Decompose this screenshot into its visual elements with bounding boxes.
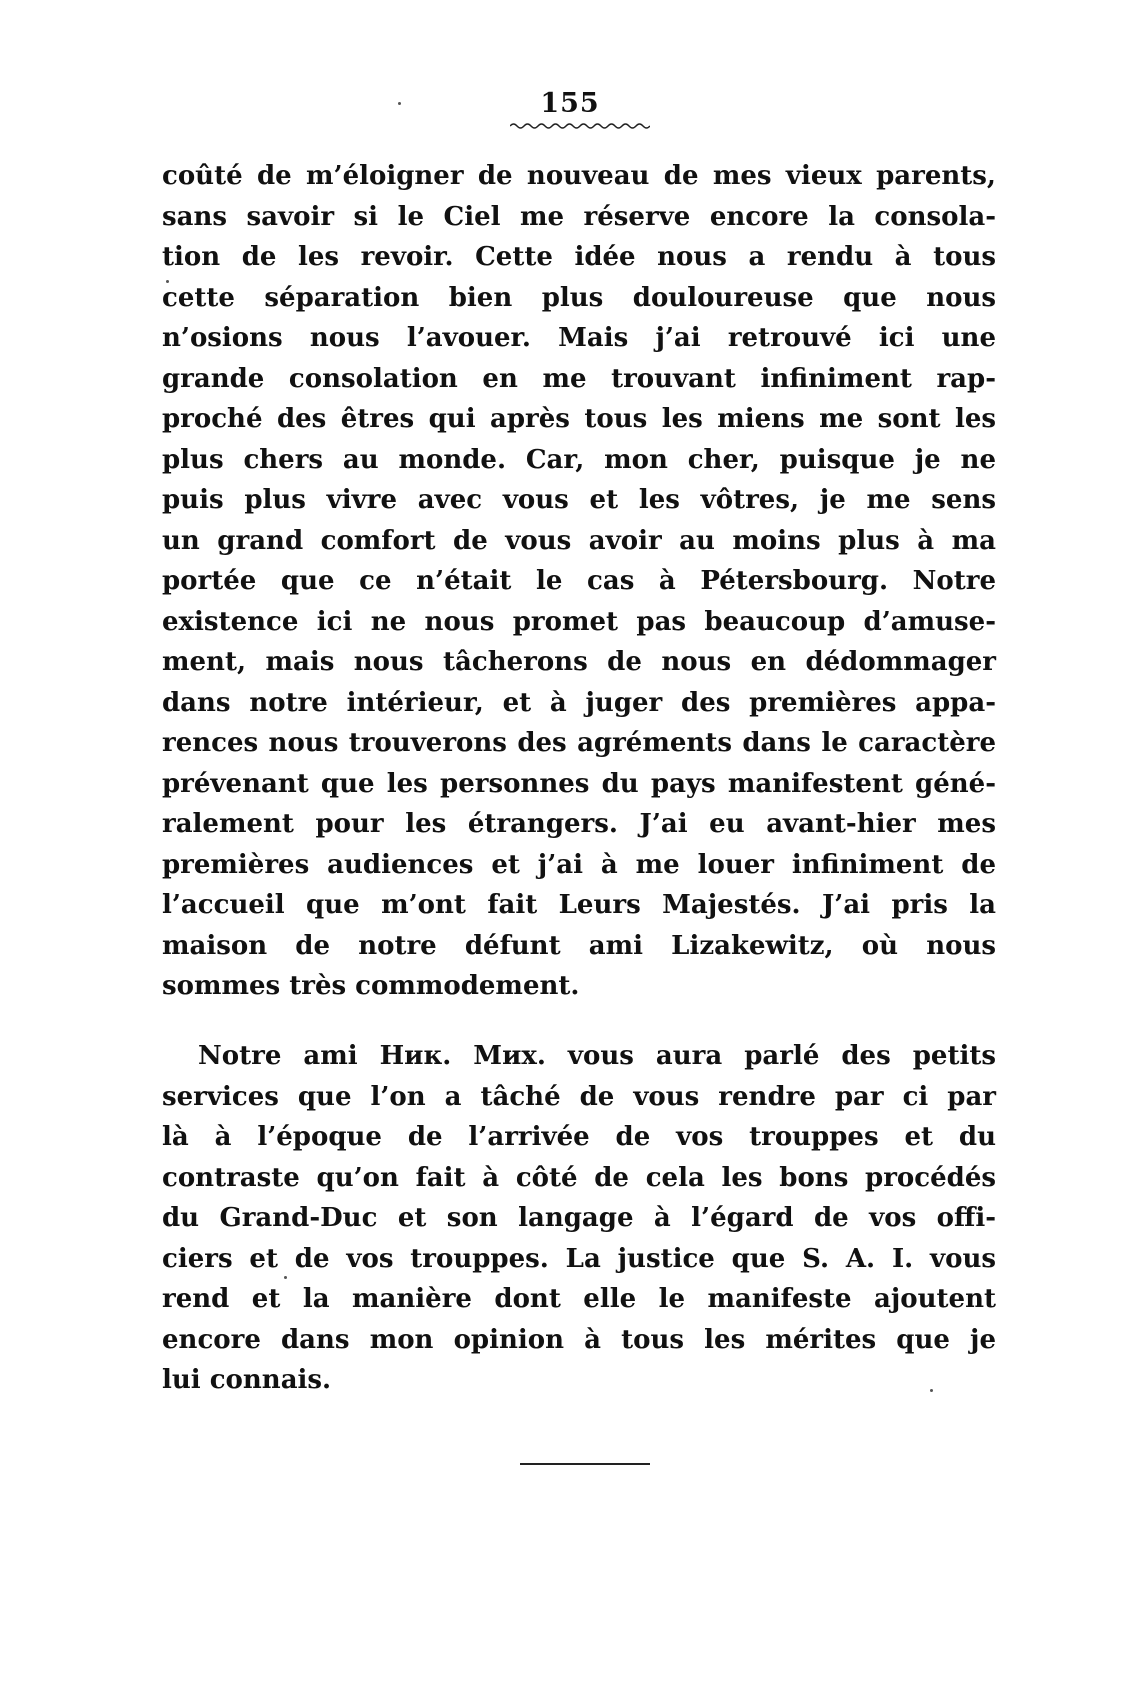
text-line: rend et la manière dont elle le manifeste ajoutent — [162, 1284, 996, 1314]
text-line: contraste qu’on fait à côté de cela les bons procédés — [162, 1162, 996, 1193]
wavy-rule-ornament — [510, 122, 650, 136]
text-line: lui connais. — [162, 1365, 332, 1395]
print-speck — [930, 1389, 933, 1392]
text-line: plus chers au monde. Car, mon cher, puisque je ne — [162, 444, 996, 475]
text-line: du Grand-Duc et son langage à l’égard de vos offi- — [162, 1203, 996, 1233]
text-line: un grand comfort de vous avoir au moins plus à ma — [162, 525, 996, 556]
text-line: premières audiences et j’ai à me louer infiniment de — [162, 849, 996, 880]
text-line: ciers et de vos trouppes. La justice que S. A. I. vous — [162, 1243, 996, 1274]
print-speck — [284, 1276, 287, 1279]
text-line: proché des êtres qui après tous les miens me sont les — [162, 404, 996, 434]
text-line: prévenant que les personnes du pays manifestent géné- — [162, 768, 996, 799]
text-line: sommes très commodement. — [162, 971, 580, 1001]
text-line: portée que ce n’était le cas à Pétersbourg. Notre — [162, 566, 996, 596]
text-line: l’accueil que m’ont fait Leurs Majestés. J’ai pris la — [162, 890, 996, 920]
text-line: rences nous trouverons des agréments dans le caractère — [162, 728, 996, 758]
text-line: existence ici ne nous promet pas beaucoup d’amuse- — [162, 606, 996, 637]
paragraph-2 — [162, 1036, 996, 1401]
end-rule-divider — [520, 1463, 650, 1465]
text-line: tion de les revoir. Cette idée nous a rendu à tous — [162, 242, 996, 272]
paragraph-1 — [162, 156, 996, 1007]
text-line: maison de notre défunt ami Lizakewitz, où nous — [162, 930, 996, 961]
text-line: ralement pour les étrangers. J’ai eu avant-hier mes — [162, 809, 996, 839]
text-line: sans savoir si le Ciel me réserve encore la consola- — [162, 201, 996, 232]
text-line: coûté de m’éloigner de nouveau de mes vieux parents, — [162, 161, 996, 191]
text-line: Notre ami Ник. Мих. vous aura parlé des petits — [198, 1041, 996, 1071]
text-line: là à l’époque de l’arrivée de vos trouppes et du — [162, 1122, 996, 1152]
text-line: cette séparation bien plus douloureuse que nous — [162, 282, 996, 313]
text-line: grande consolation en me trouvant infiniment rap- — [162, 363, 996, 394]
text-line: puis plus vivre avec vous et les vôtres, je me sens — [162, 485, 996, 515]
text-line: ment, mais nous tâcherons de nous en dédommager — [162, 647, 996, 677]
print-speck — [398, 102, 401, 105]
text-line: services que l’on a tâché de vous rendre par ci par — [162, 1081, 996, 1112]
text-line: encore dans mon opinion à tous les mérites que je — [162, 1324, 996, 1355]
print-speck — [166, 280, 169, 283]
text-line: n’osions nous l’avouer. Mais j’ai retrouvé ici une — [162, 323, 996, 353]
text-line: dans notre intérieur, et à juger des premières appa- — [162, 687, 996, 718]
page-number: 155 — [540, 88, 600, 119]
